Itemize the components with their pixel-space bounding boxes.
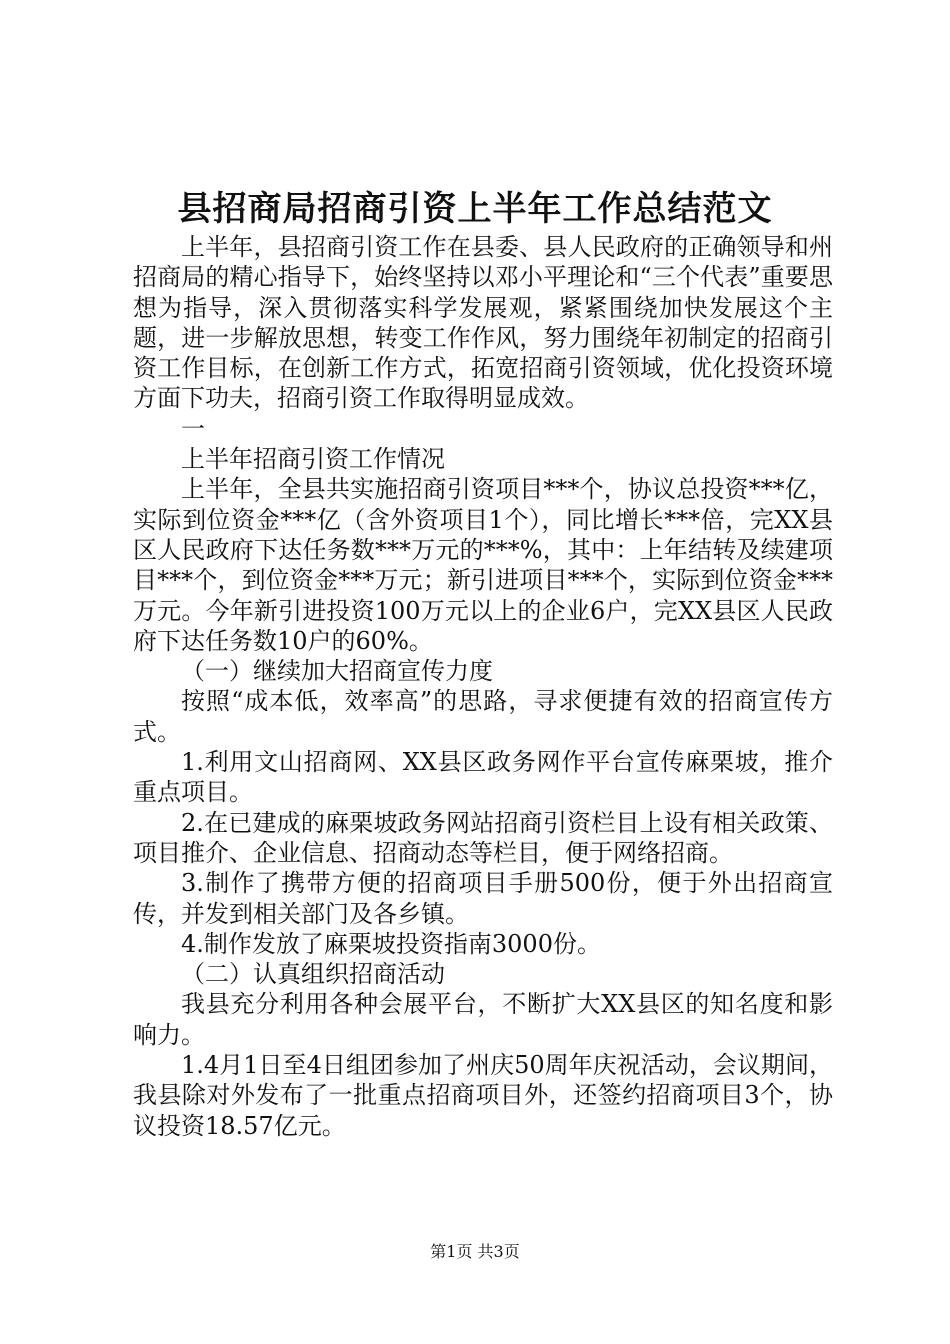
document-title: 县招商局招商引资上半年工作总结范文	[177, 189, 773, 229]
page-number: 第1页 共3页	[430, 1242, 520, 1261]
section-heading: 上半年招商引资工作情况	[181, 445, 445, 474]
list-item-3: 3.制作了携带方便的招商项目手册500份，便于外出招商宣传，并发到相关部门及各乡镇。	[133, 869, 833, 928]
subsection-intro-2: 我县充分利用各种会展平台，不断扩大XX县区的知名度和影响力。	[133, 990, 833, 1049]
document-body	[133, 232, 833, 1141]
list-item-2: 2.在已建成的麻栗坡政务网站招商引资栏目上设有相关政策、项目推介、企业信息、招商动态等栏目，便于网络招商。	[133, 808, 833, 867]
summary-paragraph: 上半年，全县共实施招商引资项目***个，协议总投资***亿，实际到位资金***亿（含外资项目1个），同比增长***倍，完XX县区人民政府下达任务数***万元的***%，其中：上年结转及续建项目***个，到位资金***万元；新引进项目***个，实际到位资金***万元。今年新引进投资100万元以上的企业6户，完XX县区人民政府下达任务数10户的60%。	[133, 475, 833, 655]
list-item-4: 4.制作发放了麻栗坡投资指南3000份。	[181, 929, 601, 958]
subsection-heading-1: （一）继续加大招商宣传力度	[181, 657, 493, 686]
section-number: 一	[181, 414, 205, 443]
subsection-heading-2: （二）认真组织招商活动	[181, 960, 445, 989]
subsection-intro-1: 按照“成本低，效率高”的思路，寻求便捷有效的招商宣传方式。	[133, 687, 833, 746]
list-item-5: 1.4月1日至4日组团参加了州庆50周年庆祝活动，会议期间，我县除对外发布了一批重点招商项目外，还签约招商项目3个，协议投资18.57亿元。	[133, 1051, 833, 1140]
list-item-1: 1.利用文山招商网、XX县区政务网作平台宣传麻栗坡，推介重点项目。	[133, 748, 833, 807]
intro-paragraph: 上半年，县招商引资工作在县委、县人民政府的正确领导和州招商局的精心指导下，始终坚持以邓小平理论和“三个代表”重要思想为指导，深入贯彻落实科学发展观，紧紧围绕加快发展这个主题，进一步解放思想，转变工作作风，努力围绕年初制定的招商引资工作目标，在创新工作方式，拓宽招商引资领域，优化投资环境方面下功夫，招商引资工作取得明显成效。	[133, 233, 833, 413]
